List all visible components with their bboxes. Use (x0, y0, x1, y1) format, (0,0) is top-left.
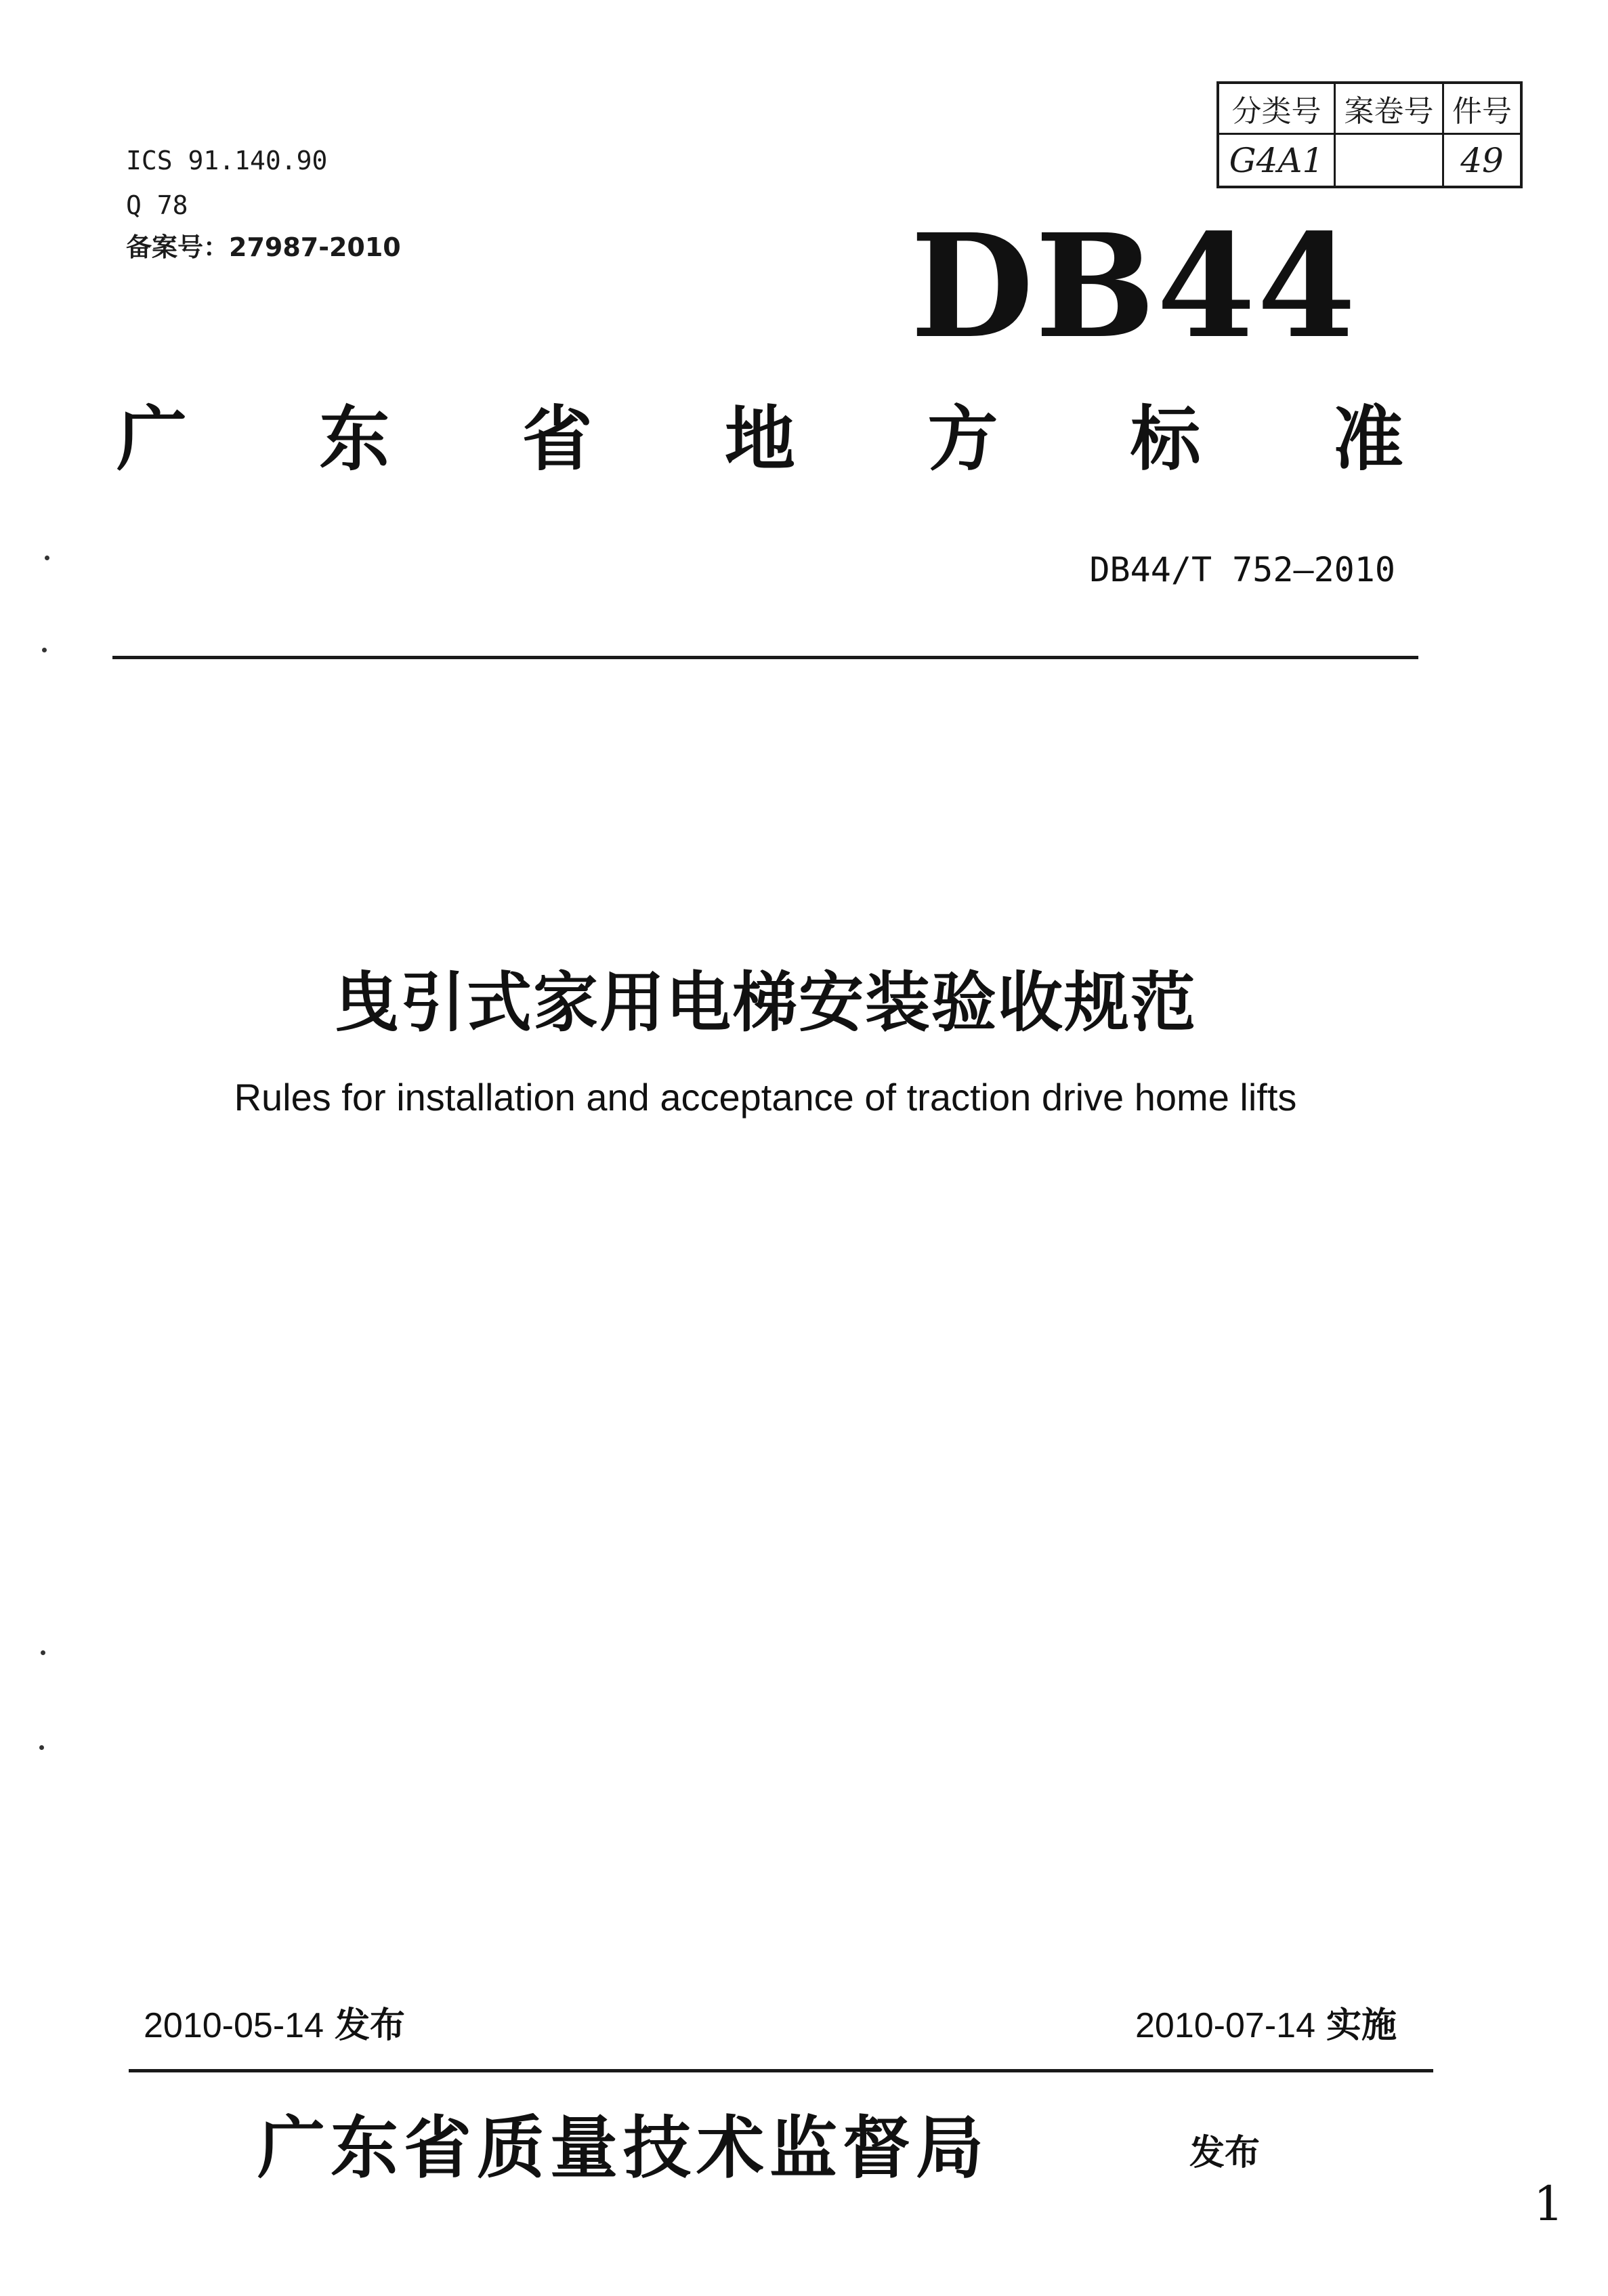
scan-speck (39, 1745, 44, 1750)
issuer-action: 发布 (1189, 2133, 1261, 2173)
stamp-header-item: 件号 (1444, 84, 1520, 135)
standard-type-char: 准 (1332, 398, 1403, 480)
ics-code: ICS 91.140.90 (126, 146, 328, 175)
db44-logo: DB44 (910, 203, 1357, 370)
stamp-header-category: 分类号 (1219, 84, 1336, 135)
implement-date: 2010-07-14 (1135, 2006, 1315, 2045)
ccs-code: Q 78 (126, 190, 188, 220)
standard-type-char: 标 (1130, 398, 1201, 480)
publish-date: 2010-05-14 (144, 2006, 324, 2045)
header-divider (112, 656, 1418, 659)
scan-speck (41, 1650, 45, 1655)
standard-type-title (117, 398, 1403, 480)
document-title-zh: 曳引式家用电梯安装验收规范 (334, 965, 1197, 1041)
publish-date-line (144, 2005, 406, 2046)
document-title-en: Rules for installation and acceptance of traction drive home lifts (234, 1076, 1297, 1119)
classification-stamp (1216, 81, 1523, 188)
implement-date-line (1135, 2005, 1397, 2046)
standard-type-char: 省 (522, 398, 593, 480)
footer-divider (129, 2069, 1433, 2072)
scan-speck (42, 648, 47, 652)
scan-speck (45, 556, 49, 560)
standard-code: DB44/T 752—2010 (1089, 550, 1395, 589)
page-number: 1 (1533, 2176, 1564, 2232)
standard-type-char: 地 (724, 398, 795, 480)
implement-label: 实施 (1326, 2005, 1397, 2046)
record-number: 备案号：27987-2010 (126, 232, 401, 262)
stamp-header-file: 案卷号 (1336, 84, 1444, 135)
standard-type-char: 方 (927, 398, 998, 480)
stamp-value-category: G4A1 (1219, 135, 1336, 186)
issuing-authority: 广东省质量技术监督局 (257, 2108, 989, 2188)
standard-type-char: 广 (117, 398, 188, 480)
standard-type-char: 东 (319, 398, 390, 480)
publish-label: 发布 (335, 2005, 406, 2046)
stamp-value-file (1336, 135, 1444, 186)
stamp-value-item: 49 (1460, 140, 1504, 180)
